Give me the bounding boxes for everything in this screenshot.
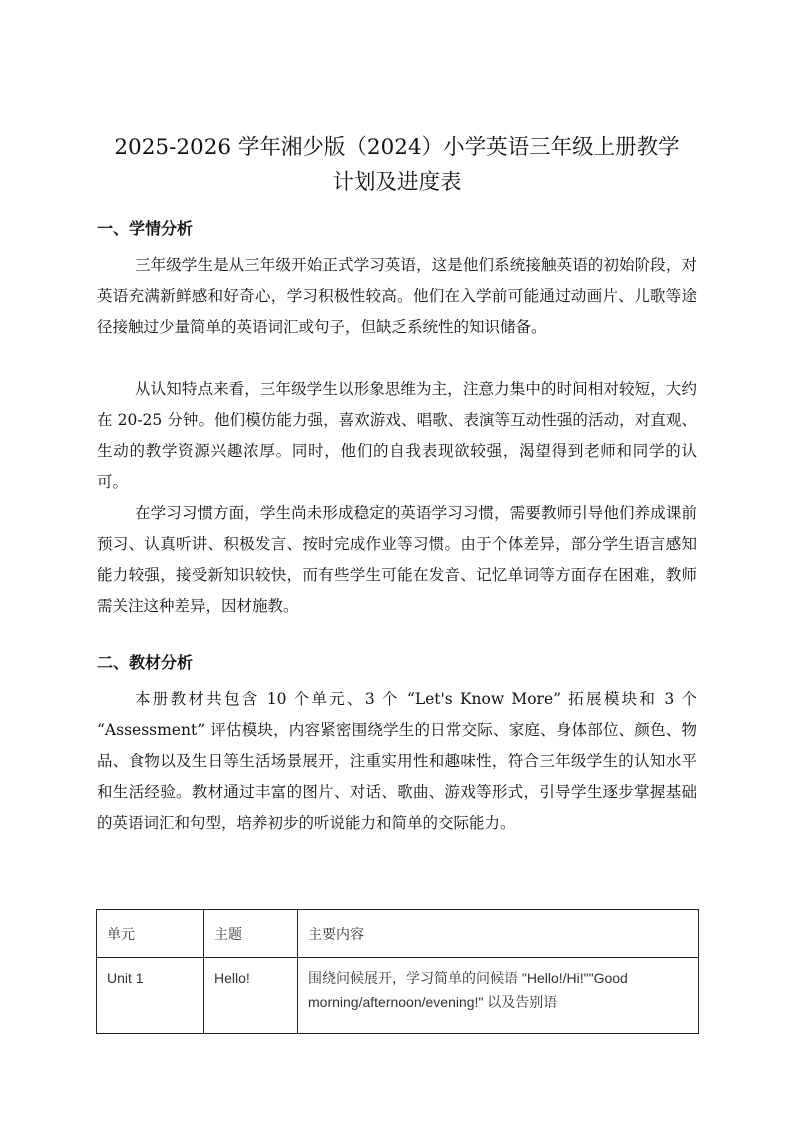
paragraph-textbook-analysis: 本册教材共包含 10 个单元、3 个 “Let's Know More” 拓展模块和 3 个 “Assessment” 评估模块，内容紧密围绕学生的日常交际、家庭、身体部位、颜色、物品、食物以及生日等生活场景展开，注重实用性和趣味性，符合三年级学生的认知水平和生活经验。教材通过丰富的图片、对话、歌曲、游戏等形式，引导学生逐步掌握基础的英语词汇和句型，培养初步的听说能力和简单的交际能力。 (97, 690, 697, 832)
table-row (97, 958, 699, 1034)
table-cell-unit: Unit 1 (97, 958, 204, 1034)
table-header-unit: 单元 (97, 910, 204, 958)
table-header-topic: 主题 (204, 910, 298, 958)
page-title-line-1: 2025-2026 学年湘少版（2024）小学英语三年级上册教学 (114, 135, 680, 160)
table-cell-content: 围绕问候展开，学习简单的问候语 "Hello!/Hi!""Good morning/afternoon/evening!" 以及告别语 (298, 958, 699, 1034)
section-heading-student-analysis: 一、学情分析 (97, 219, 194, 238)
table-header-content: 主要内容 (298, 910, 699, 958)
paragraph-student-analysis-1: 三年级学生是从三年级开始正式学习英语，这是他们系统接触英语的初始阶段，对英语充满新鲜感和好奇心，学习积极性较高。他们在入学前可能通过动画片、儿歌等途径接触过少量简单的英语词汇或句子，但缺乏系统性的知识储备。 (97, 256, 697, 336)
paragraph-student-analysis-3: 在学习习惯方面，学生尚未形成稳定的英语学习习惯，需要教师引导他们养成课前预习、认真听讲、积极发言、按时完成作业等习惯。由于个体差异，部分学生语言感知能力较强，接受新知识较快，而有些学生可能在发音、记忆单词等方面存在困难，教师需关注这种差异，因材施教。 (97, 504, 697, 615)
curriculum-table (96, 909, 699, 1034)
table-header-row (97, 910, 699, 958)
table-cell-topic: Hello! (204, 958, 298, 1034)
paragraph-student-analysis-2: 从认知特点来看，三年级学生以形象思维为主，注意力集中的时间相对较短，大约在 20-25 分钟。他们模仿能力强，喜欢游戏、唱歌、表演等互动性强的活动，对直观、生动的教学资源兴趣浓厚。同时，他们的自我表现欲较强，渴望得到老师和同学的认可。 (97, 380, 697, 491)
section-heading-textbook-analysis: 二、教材分析 (97, 653, 194, 672)
page-title-line-2: 计划及进度表 (332, 170, 462, 195)
